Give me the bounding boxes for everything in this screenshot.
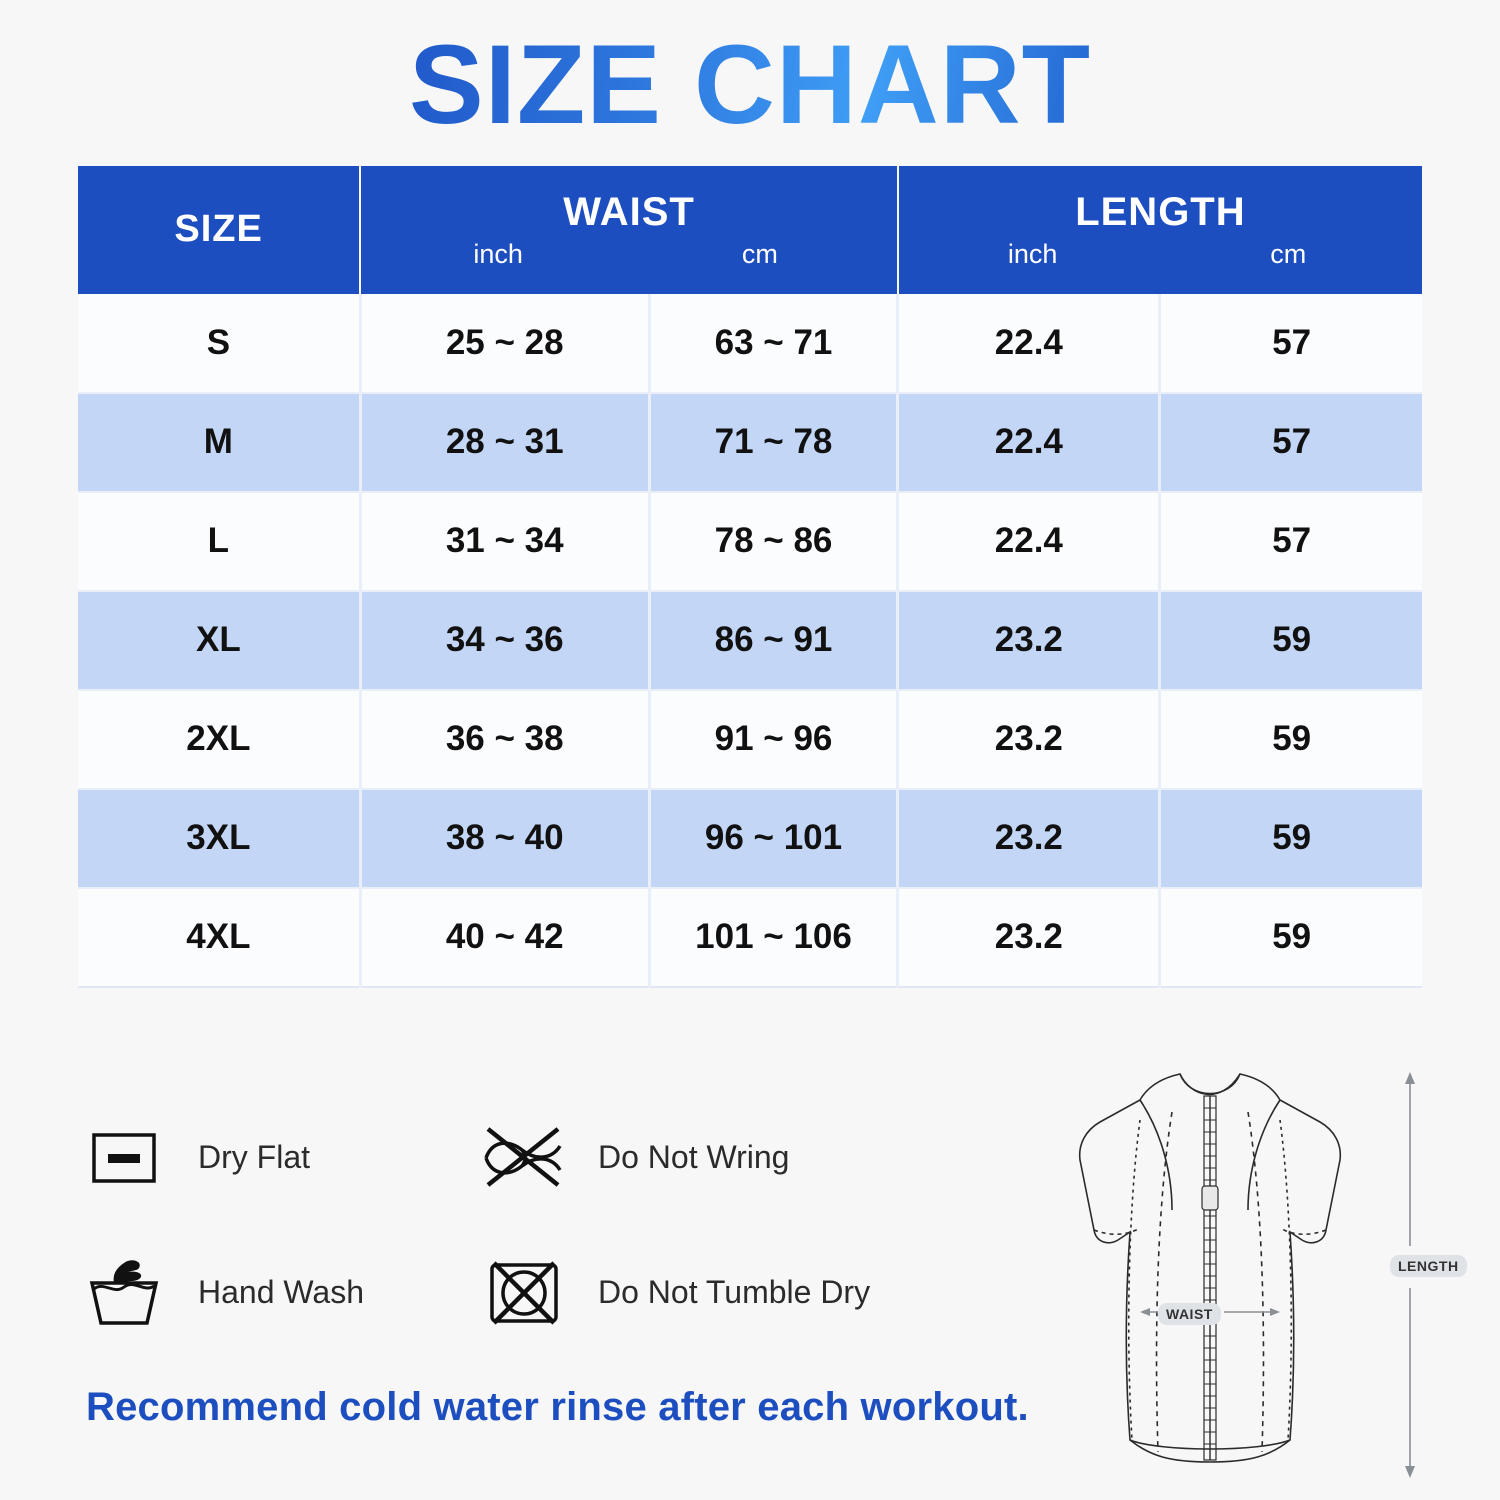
cell-waist-cm: 78 ~ 86 (649, 492, 898, 591)
care-row-1 (78, 1090, 978, 1225)
size-chart-table-wrapper (78, 166, 1422, 988)
care-row-2 (78, 1225, 978, 1360)
cell-length-cm: 59 (1160, 690, 1422, 789)
table-row (78, 591, 1422, 690)
page-title: SIZE CHART (0, 0, 1500, 144)
cell-waist-cm: 101 ~ 106 (649, 888, 898, 987)
care-label-hand-wash: Hand Wash (198, 1274, 364, 1310)
cell-length-inch: 23.2 (898, 690, 1160, 789)
cell-length-cm: 59 (1160, 888, 1422, 987)
table-body (78, 294, 1422, 987)
cell-waist-inch: 40 ~ 42 (360, 888, 649, 987)
header-size (78, 166, 360, 294)
header-length-inch: inch (1007, 238, 1058, 269)
table-row (78, 492, 1422, 591)
cell-waist-inch: 25 ~ 28 (360, 294, 649, 393)
header-waist (360, 166, 898, 294)
cell-length-cm: 57 (1160, 492, 1422, 591)
header-waist-label: WAIST (563, 189, 695, 234)
cell-length-inch: 22.4 (898, 492, 1160, 591)
zipper-icon (1202, 1096, 1218, 1460)
cell-size: 4XL (78, 888, 360, 987)
waist-tag: WAIST (1158, 1303, 1221, 1325)
cell-waist-cm: 71 ~ 78 (649, 393, 898, 492)
garment-diagram (990, 1060, 1460, 1490)
table-row (78, 393, 1422, 492)
dry-flat-icon (78, 1112, 170, 1204)
cell-size: 2XL (78, 690, 360, 789)
cell-waist-cm: 96 ~ 101 (649, 789, 898, 888)
cell-waist-inch: 34 ~ 36 (360, 591, 649, 690)
cell-length-cm: 59 (1160, 789, 1422, 888)
table-row (78, 888, 1422, 987)
header-size-label: SIZE (174, 208, 263, 251)
care-instructions (78, 1090, 978, 1360)
cell-length-cm: 59 (1160, 591, 1422, 690)
cell-waist-inch: 31 ~ 34 (360, 492, 649, 591)
care-item-dry-flat (78, 1112, 478, 1204)
header-length-label: LENGTH (1075, 189, 1246, 234)
header-waist-cm: cm (741, 238, 778, 269)
cell-length-inch: 23.2 (898, 591, 1160, 690)
cell-length-cm: 57 (1160, 393, 1422, 492)
header-waist-inch: inch (473, 238, 523, 269)
cell-waist-inch: 28 ~ 31 (360, 393, 649, 492)
cell-waist-inch: 38 ~ 40 (360, 789, 649, 888)
garment-illustration (990, 1060, 1460, 1490)
cell-waist-cm: 91 ~ 96 (649, 690, 898, 789)
cell-length-inch: 23.2 (898, 888, 1160, 987)
cell-length-inch: 23.2 (898, 789, 1160, 888)
header-length (898, 166, 1422, 294)
table-header (78, 166, 1422, 294)
size-chart-table (78, 166, 1422, 988)
care-item-do-not-tumble-dry (478, 1247, 878, 1339)
table-row (78, 294, 1422, 393)
recommendation-text: Recommend cold water rinse after each workout. (86, 1385, 1029, 1429)
cell-length-cm: 57 (1160, 294, 1422, 393)
cell-size: L (78, 492, 360, 591)
cell-size: S (78, 294, 360, 393)
care-label-do-not-tumble-dry: Do Not Tumble Dry (598, 1274, 871, 1310)
header-length-cm: cm (1270, 238, 1307, 269)
cell-waist-inch: 36 ~ 38 (360, 690, 649, 789)
care-item-hand-wash (78, 1247, 478, 1339)
length-tag: LENGTH (1390, 1255, 1467, 1277)
care-label-dry-flat: Dry Flat (198, 1139, 310, 1175)
cell-size: XL (78, 591, 360, 690)
do-not-tumble-dry-icon (478, 1247, 570, 1339)
table-row (78, 789, 1422, 888)
table-row (78, 690, 1422, 789)
cell-length-inch: 22.4 (898, 393, 1160, 492)
do-not-wring-icon (478, 1112, 570, 1204)
table-header-row (78, 166, 1422, 294)
care-item-do-not-wring (478, 1112, 878, 1204)
hand-wash-icon (78, 1247, 170, 1339)
cell-length-inch: 22.4 (898, 294, 1160, 393)
cell-size: M (78, 393, 360, 492)
care-label-do-not-wring: Do Not Wring (598, 1139, 790, 1175)
cell-size: 3XL (78, 789, 360, 888)
cell-waist-cm: 63 ~ 71 (649, 294, 898, 393)
cell-waist-cm: 86 ~ 91 (649, 591, 898, 690)
